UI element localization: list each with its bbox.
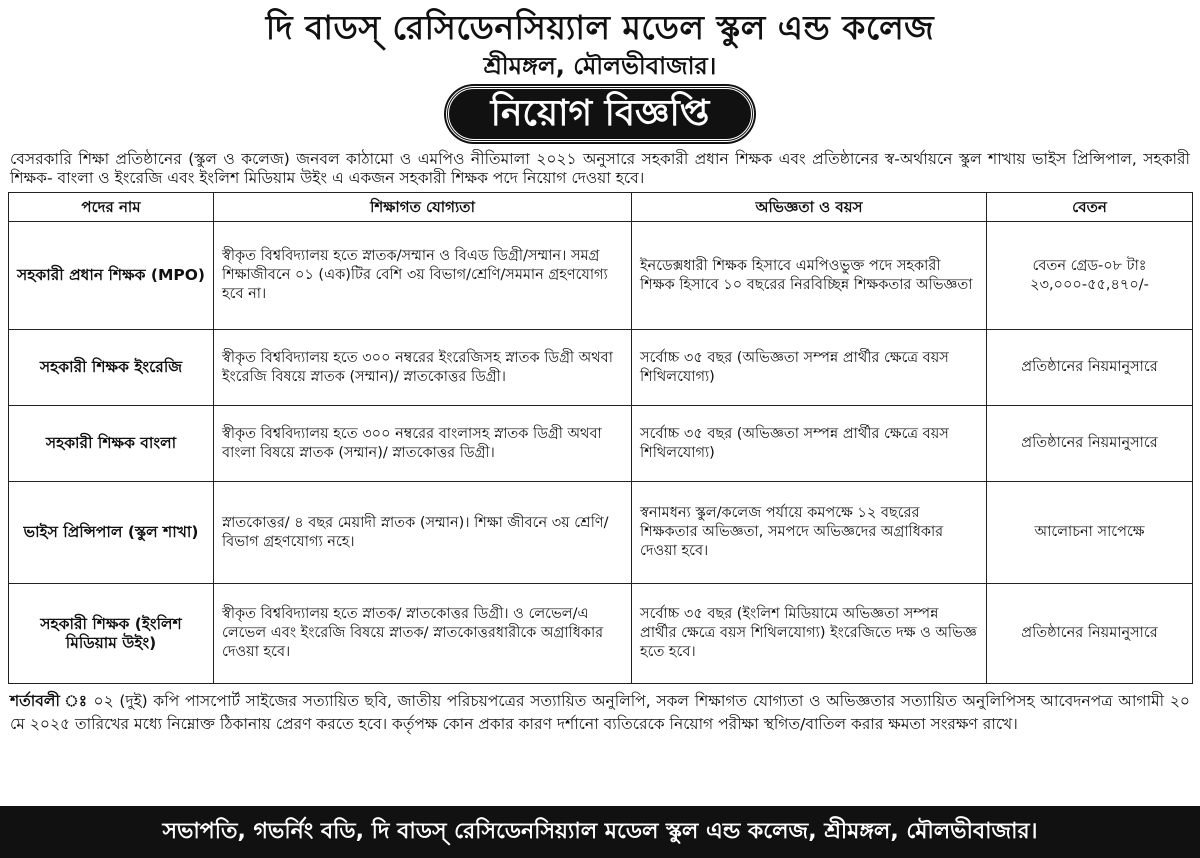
salary-cell: আলোচনা সাপেক্ষে — [987, 482, 1193, 584]
recruitment-banner: নিয়োগ বিজ্ঞপ্তি — [446, 86, 755, 142]
qualification-cell: স্বীকৃত বিশ্ববিদ্যালয় হতে ৩০০ নম্বরের ইংরেজিসহ স্নাতক ডিগ্রী অথবা ইংরেজি বিষয়ে স্নাতক (সম্মান)/ স্নাতকোত্তর ডিগ্রী। — [214, 330, 632, 406]
institution-location: শ্রীমঙ্গল, মৌলভীবাজার। — [483, 52, 717, 80]
post-name: সহকারী প্রধান শিক্ষক (MPO) — [9, 222, 214, 330]
post-name: সহকারী শিক্ষক বাংলা — [9, 406, 214, 482]
salary-cell: বেতন গ্রেড-০৮ টাঃ ২৩,০০০-৫৫,৪৭০/- — [987, 222, 1193, 330]
qualification-cell: স্নাতকোত্তর/ ৪ বছর মেয়াদী স্নাতক (সম্মান)। শিক্ষা জীবনে ৩য় শ্রেণি/বিভাগ গ্রহণযোগ্য নহে। — [214, 482, 632, 584]
col-header-experience: অভিজ্ঞতা ও বয়স — [632, 193, 987, 222]
post-name: ভাইস প্রিন্সিপাল (স্কুল শাখা) — [9, 482, 214, 584]
institution-title: দি বাডস্ রেসিডেনসিয়্যাল মডেল স্কুল এন্ড কলেজ — [265, 8, 935, 47]
salary-cell: প্রতিষ্ঠানের নিয়মানুসারে — [987, 330, 1193, 406]
terms-label: শর্তাবলী ঃ — [10, 692, 88, 710]
col-header-qualification: শিক্ষাগত যোগ্যতা — [214, 193, 632, 222]
qualification-cell: স্বীকৃত বিশ্ববিদ্যালয় হতে স্নাতক/ স্নাতকোত্তর ডিগ্রী। ও লেভেল/এ লেভেল এবং ইংরেজি বিষয়ে স্নাতক/ স্নাতকোত্তরধারীকে অগ্রাধিকার দেওয়া হবে। — [214, 584, 632, 684]
table-row — [9, 584, 1193, 684]
salary-cell: প্রতিষ্ঠানের নিয়মানুসারে — [987, 406, 1193, 482]
table-row — [9, 482, 1193, 584]
col-header-salary: বেতন — [987, 193, 1193, 222]
salary-cell: প্রতিষ্ঠানের নিয়মানুসারে — [987, 584, 1193, 684]
intro-paragraph: বেসরকারি শিক্ষা প্রতিষ্ঠানের (স্কুল ও কলেজ) জনবল কাঠামো ও এমপিও নীতিমালা ২০২১ অনুসারে সহকারী প্রধান শিক্ষক এবং প্রতিষ্ঠানের স্ব-অর্থায়নে স্কুল শাখায় ভাইস প্রিন্সিপাল, সহকারী শিক্ষক- বাংলা ও ইংরেজি এবং ইংলিশ মিডিয়াম উইং এ একজন সহকারী শিক্ষক পদে নিয়োগ দেওয়া হবে। — [10, 150, 1190, 187]
table-header-row — [9, 193, 1193, 222]
qualification-cell: স্বীকৃত বিশ্ববিদ্যালয় হতে ৩০০ নম্বরের বাংলাসহ স্নাতক ডিগ্রী অথবা বাংলা বিষয়ে স্নাতক (সম্মান)/ স্নাতকোত্তর ডিগ্রী। — [214, 406, 632, 482]
table-row — [9, 406, 1193, 482]
banner-wrap — [8, 86, 1192, 142]
table-row — [9, 222, 1193, 330]
terms-paragraph — [10, 690, 1190, 736]
posts-table — [8, 192, 1193, 684]
terms-text: ০২ (দুই) কপি পাসপোর্ট সাইজের সত্যায়িত ছবি, জাতীয় পরিচয়পত্রের সত্যায়িত অনুলিপি, সকল শিক্ষাগত যোগ্যতা ও অভিজ্ঞতার সত্যায়িত অনুলিপিসহ আবেদনপত্র আগামী ২০ মে ২০২৫ তারিখের মধ্যে নিম্নোক্ত ঠিকানায় প্রেরণ করতে হবে। কর্তৃপক্ষ কোন প্রকার কারণ দর্শানো ব্যতিরেকে নিয়োগ পরীক্ষা স্থগিত/বাতিল করার ক্ষমতা সংরক্ষণ রাখে। — [10, 692, 1190, 733]
qualification-cell: স্বীকৃত বিশ্ববিদ্যালয় হতে স্নাতক/সম্মান ও বিএড ডিগ্রী/সম্মান। সমগ্র শিক্ষাজীবনে ০১ (এক)টির বেশি ৩য় বিভাগ/শ্রেণি/সমমান গ্রহণযোগ্য হবে না। — [214, 222, 632, 330]
experience-cell: সর্বোচ্চ ৩৫ বছর (অভিজ্ঞতা সম্পন্ন প্রার্থীর ক্ষেত্রে বয়স শিথিলযোগ্য) — [632, 330, 987, 406]
experience-cell: ইনডেক্সধারী শিক্ষক হিসাবে এমপিওভুক্ত পদে সহকারী শিক্ষক হিসাবে ১০ বছরের নিরবিচ্ছিন্ন শিক্ষকতার অভিজ্ঞতা — [632, 222, 987, 330]
experience-cell: সর্বোচ্চ ৩৫ বছর (অভিজ্ঞতা সম্পন্ন প্রার্থীর ক্ষেত্রে বয়স শিথিলযোগ্য) — [632, 406, 987, 482]
post-name: সহকারী শিক্ষক ইংরেজি — [9, 330, 214, 406]
experience-cell: স্বনামধন্য স্কুল/কলেজ পর্যায়ে কমপক্ষে ১২ বছরের শিক্ষকতার অভিজ্ঞতা, সমপদে অভিজ্ঞদের অগ্রাধিকার দেওয়া হবে। — [632, 482, 987, 584]
col-header-post: পদের নাম — [9, 193, 214, 222]
footer-address-bar: সভাপতি, গভর্নিং বডি, দি বাডস্ রেসিডেনসিয়্যাল মডেল স্কুল এন্ড কলেজ, শ্রীমঙ্গল, মৌলভীবাজার। — [0, 806, 1200, 858]
table-row — [9, 330, 1193, 406]
experience-cell: সর্বোচ্চ ৩৫ বছর (ইংলিশ মিডিয়ামে অভিজ্ঞতা সম্পন্ন প্রার্থীর ক্ষেত্রে বয়স শিথিলযোগ্য) ইংরেজিতে দক্ষ ও অভিজ্ঞ হতে হবে। — [632, 584, 987, 684]
post-name: সহকারী শিক্ষক (ইংলিশ মিডিয়াম উইং) — [9, 584, 214, 684]
